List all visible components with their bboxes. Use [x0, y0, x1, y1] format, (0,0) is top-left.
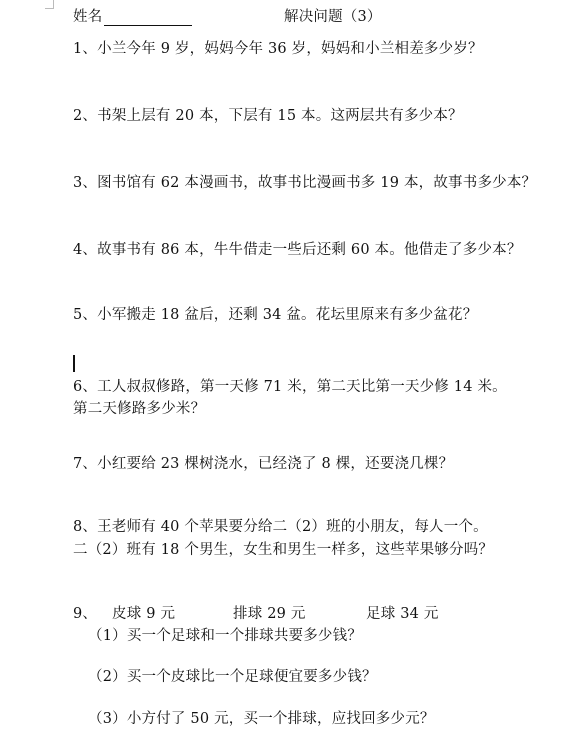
margin-corner-mark — [53, 0, 54, 8]
price-football: 足球 34 元 — [366, 606, 439, 622]
question-9-sub-2: （2）买一个皮球比一个足球便宜要多少钱？ — [88, 669, 377, 685]
name-field[interactable] — [73, 8, 192, 26]
question-8-line-2: 二（2）班有 18 个男生，女生和男生一样多，这些苹果够分吗？ — [73, 542, 494, 558]
question-1: 1、小兰今年 9 岁，妈妈今年 36 岁，妈妈和小兰相差多少岁？ — [73, 41, 483, 57]
question-6-line-1: 6、工人叔叔修路，第一天修 71 米，第二天比第一天少修 14 米。 — [73, 379, 507, 395]
question-9-number: 9、 — [73, 606, 98, 622]
question-6-line-2: 第二天修路多少米？ — [73, 401, 206, 417]
question-8-line-1: 8、王老师有 40 个苹果要分给二（2）班的小朋友，每人一个。 — [73, 519, 488, 535]
price-volleyball: 排球 29 元 — [233, 606, 306, 622]
name-blank-line[interactable] — [104, 11, 192, 26]
margin-corner-mark — [45, 8, 54, 9]
question-5: 5、小军搬走 18 盆后，还剩 34 盆。花坛里原来有多少盆花？ — [73, 307, 478, 323]
worksheet-title: 解决问题（3） — [284, 9, 382, 25]
question-9-sub-3: （3）小方付了 50 元，买一个排球，应找回多少元？ — [88, 711, 435, 727]
text-cursor — [73, 355, 75, 372]
question-4: 4、故事书有 86 本，牛牛借走一些后还剩 60 本。他借走了多少本？ — [73, 242, 522, 258]
question-7: 7、小红要给 23 棵树浇水，已经浇了 8 棵，还要浇几棵？ — [73, 456, 454, 472]
question-2: 2、书架上层有 20 本，下层有 15 本。这两层共有多少本？ — [73, 108, 463, 124]
price-ball: 皮球 9 元 — [112, 606, 176, 622]
question-3: 3、图书馆有 62 本漫画书，故事书比漫画书多 19 本，故事书多少本？ — [73, 175, 537, 191]
question-9-sub-1: （1）买一个足球和一个排球共要多少钱？ — [88, 628, 363, 644]
name-label: 姓名 — [73, 9, 103, 25]
